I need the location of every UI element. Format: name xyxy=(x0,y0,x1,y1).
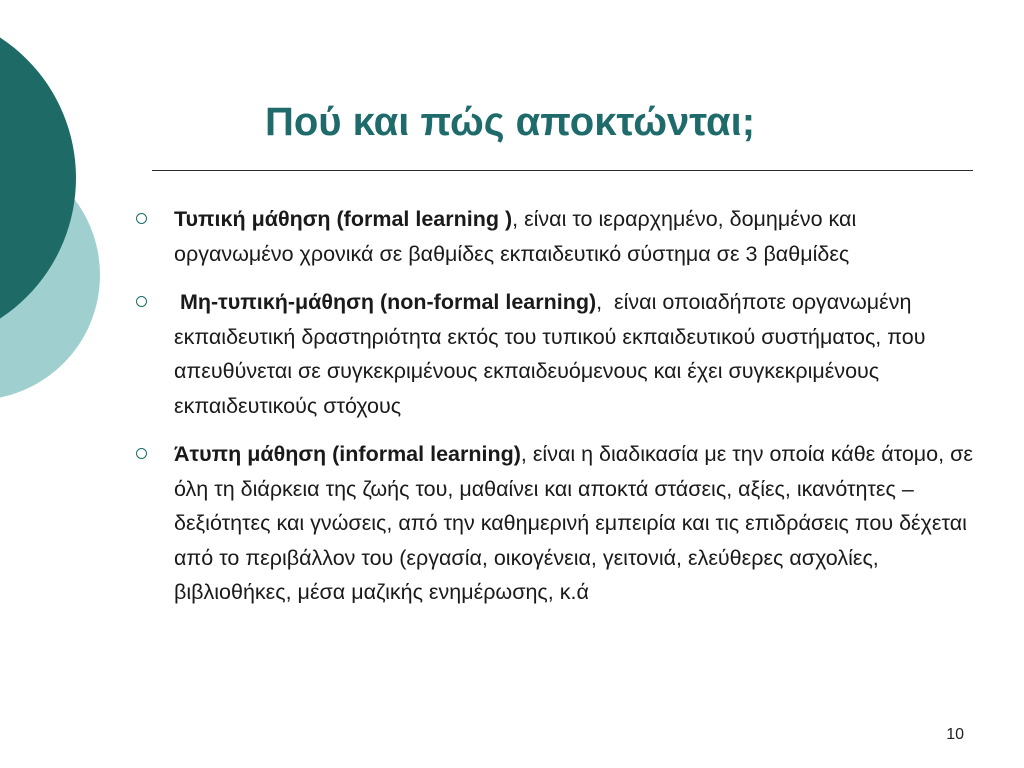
circle-bullet-icon xyxy=(136,448,147,459)
bullet-term: Άτυπη μάθηση (informal learning) xyxy=(174,442,521,466)
page-number: 10 xyxy=(946,726,964,743)
bullet-formal-learning xyxy=(134,202,980,271)
bullet-informal-learning xyxy=(134,437,980,610)
bullet-description: , είναι οποιαδήποτε οργανωμένη εκπαιδευτική δραστηριότητα εκτός του τυπικού εκπαιδευτικού συστήματος, που απευθύνεται σε συγκεκριμένους εκπαιδευόμενους και έχει συγκεκριμένους εκπαιδευτικούς στόχους xyxy=(174,290,932,418)
bullet-term: Μη-τυπική-μάθηση (non-formal learning) xyxy=(174,290,597,314)
title-divider xyxy=(152,170,973,171)
circle-bullet-icon xyxy=(136,296,147,307)
bullet-term: Τυπική μάθηση (formal learning ) xyxy=(174,207,513,231)
bullet-list xyxy=(134,202,980,624)
bullet-description: , είναι η διαδικασία με την οποία κάθε άτομο, σε όλη τη διάρκεια της ζωής του, μαθαίνει και αποκτά στάσεις, αξίες, ικανότητες – δεξιότητες και γνώσεις, από την καθημερινή εμπειρία και τις επιδράσεις που δέχεται από το περιβάλλον του (εργασία, οικογένεια, γειτονιά, ελεύθερες ασχολίες, βιβλιοθήκες, μέσα μαζικής ενημέρωσης, κ.ά xyxy=(174,442,973,604)
circle-bullet-icon xyxy=(136,213,147,224)
slide-title: Πού και πώς αποκτώνται; xyxy=(264,100,756,144)
bullet-non-formal-learning xyxy=(134,285,980,423)
bullet-description: , είναι το ιεραρχημένο, δομημένο και οργανωμένο χρονικά σε βαθμίδες εκπαιδευτικό σύστημα σε 3 βαθμίδες xyxy=(174,207,857,266)
